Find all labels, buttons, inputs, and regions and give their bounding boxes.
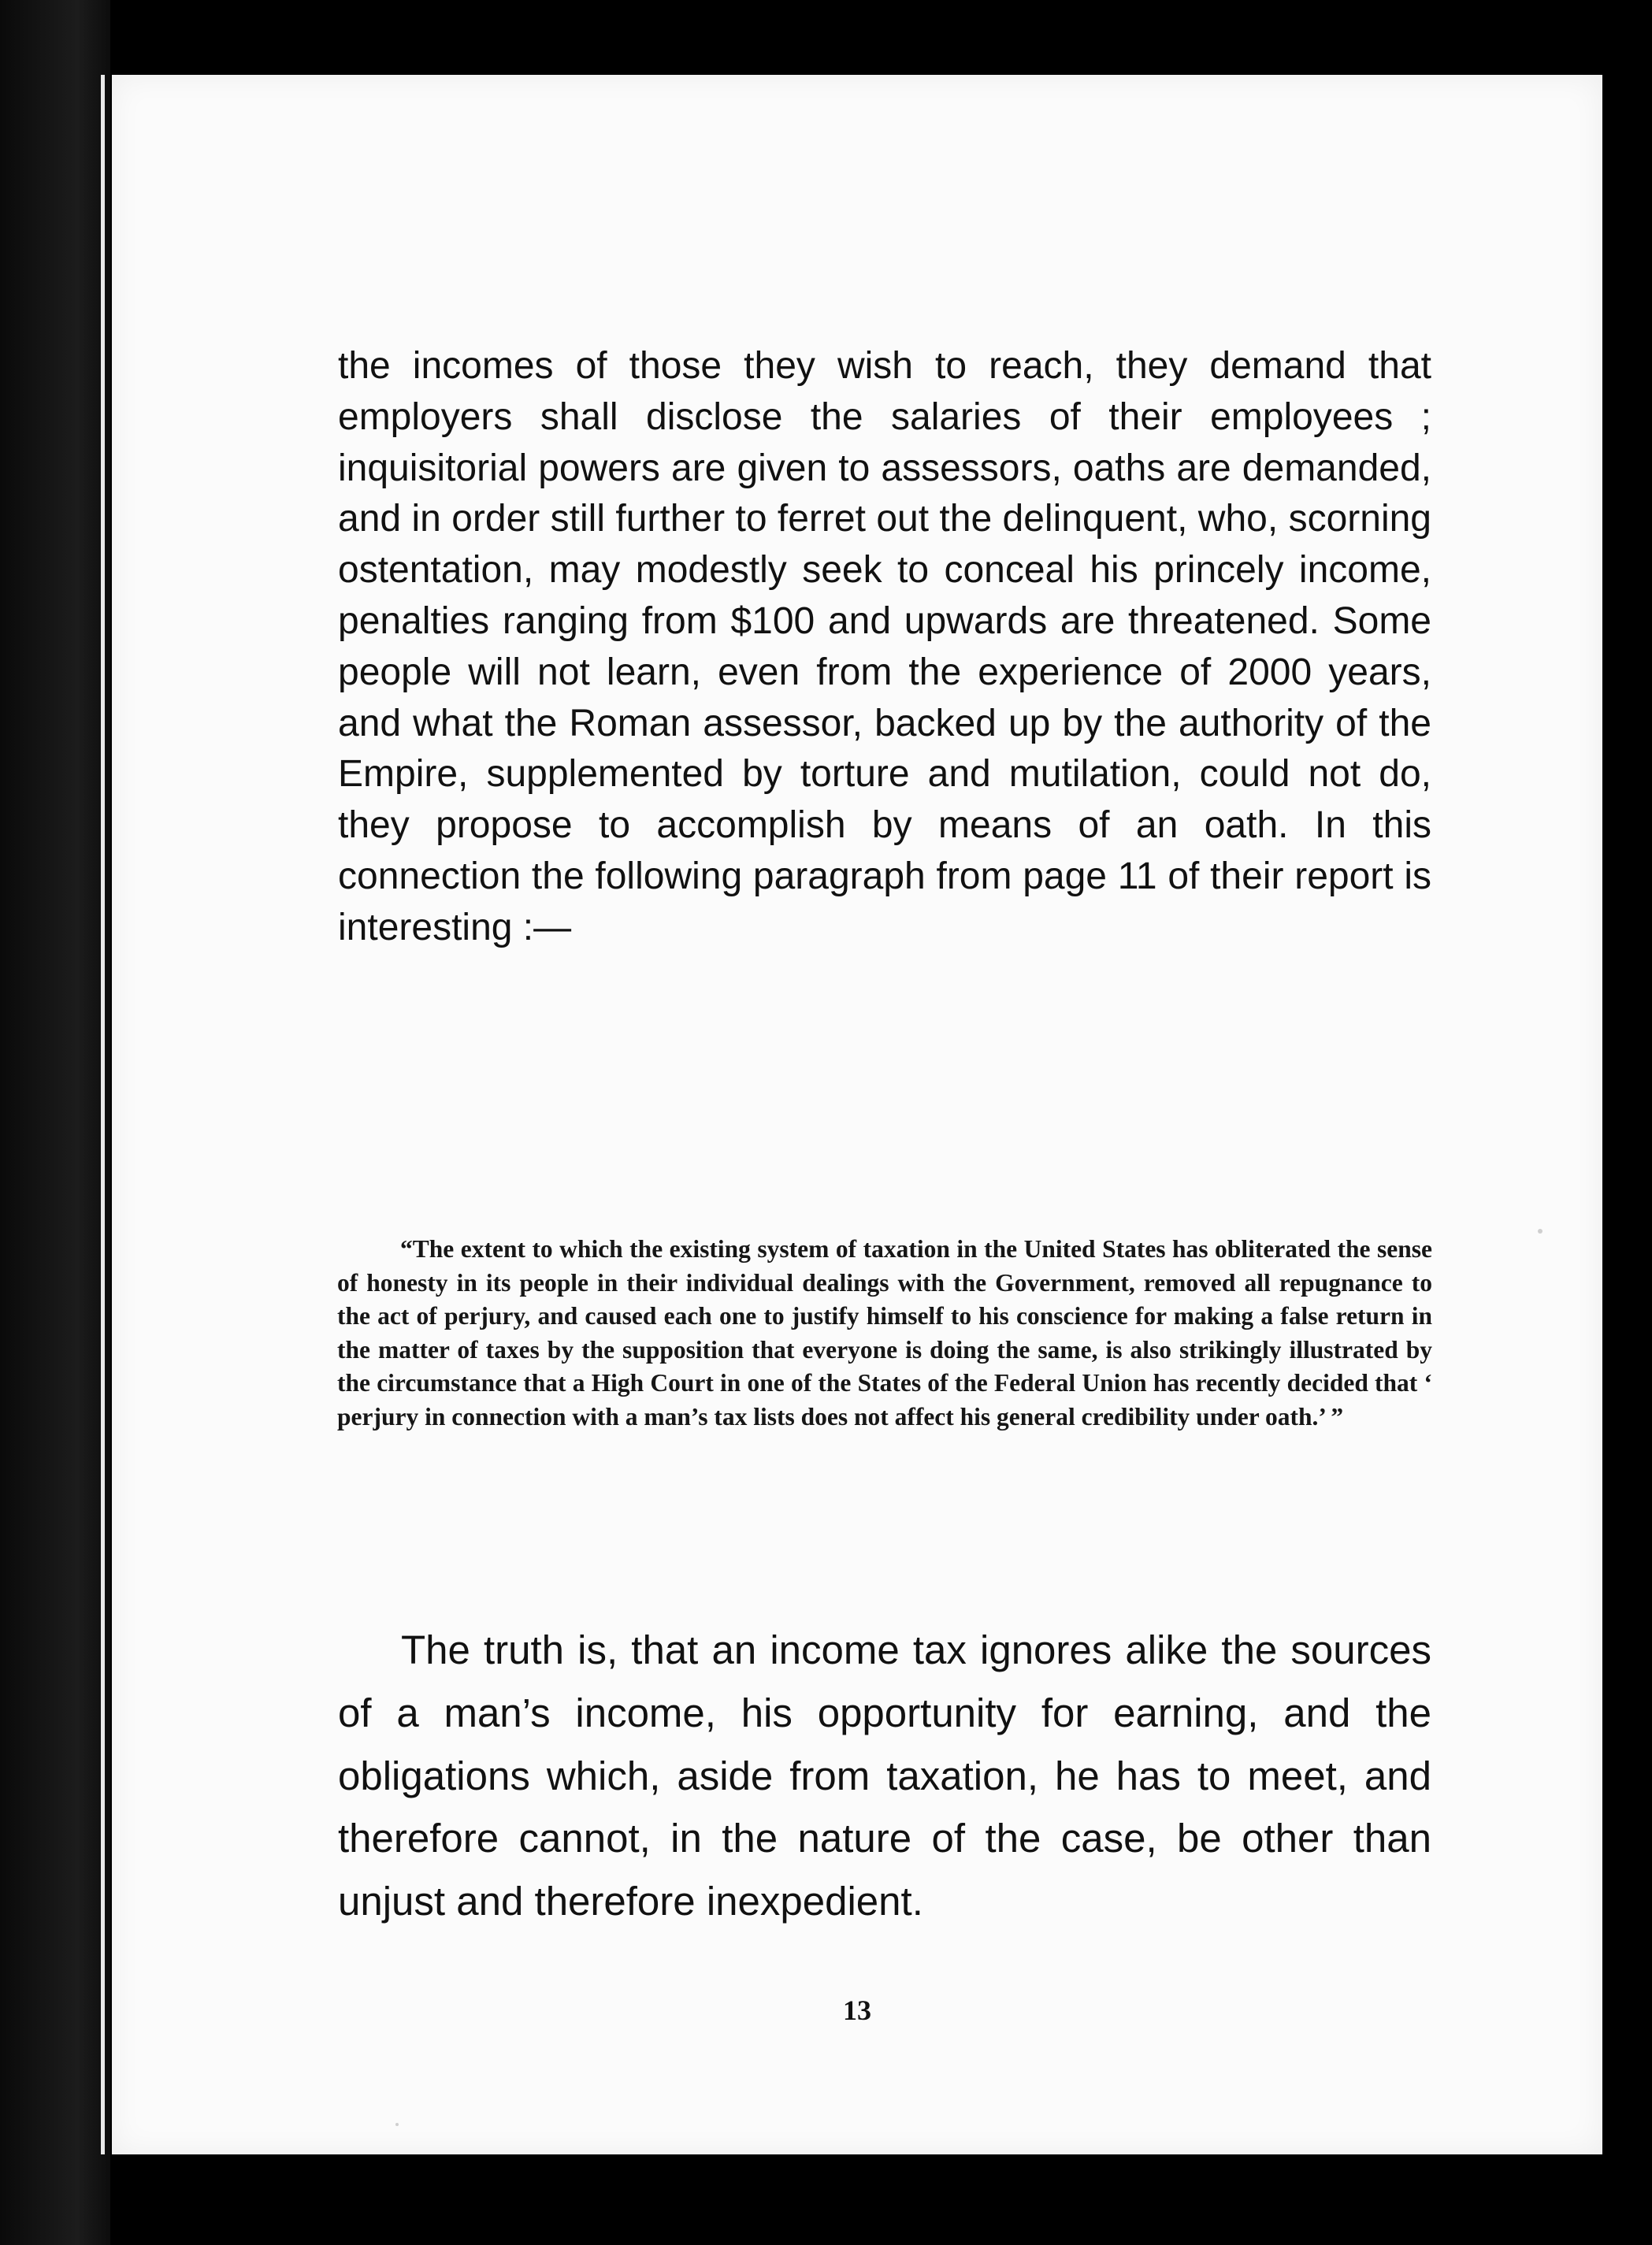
body-paragraph: the incomes of those they wish to reach, they demand that employers shall disclose the salaries of their employees ; inquisitorial powers are given to assessors, oaths are demanded, and in order still further to ferret out the delinquent, who, scorning ostentation, may modestly seek to conceal his princely income, penalties ranging from $100 and upwards are threatened. Some people will not learn, even from the experience of 2000 years, and what the Roman assessor, backed up by the authority of the Empire, supplemented by torture and mutilation, could not do, they propose to accomplish by means of an oath. In this connection the following paragraph from page 11 of their report is interesting :— xyxy=(338,345,1431,948)
book-page xyxy=(112,75,1602,2154)
report-quotation: “The extent to which the existing system of taxation in the United States has obliterated the sense of honesty in its people in their individual dealings with the Government, removed all repugnance to the act of perjury, and caused each one to justify himself to his conscience for making a false return in the matter of taxes by the supposition that everyone is doing the same, is also strikingly illustrated by the circumstance that a High Court in one of the States of the Federal Union has recently decided that ‘ perjury in connection with a man’s tax lists does not affect his general credibility under oath.’ ” xyxy=(337,1235,1432,1430)
paper-speck xyxy=(395,2123,399,2126)
paper-speck xyxy=(1538,1229,1542,1234)
facing-page-edge xyxy=(0,0,110,2245)
page-number: 13 xyxy=(843,1995,871,2026)
closing-paragraph: The truth is, that an income tax ignores alike the sources of a man’s income, his opportunity for earning, and the obligations which, aside from taxation, he has to meet, and therefore cannot, in the nature of the case, be other than unjust and therefore inexpedient. xyxy=(338,1627,1431,1924)
binding-edge xyxy=(101,75,105,2154)
